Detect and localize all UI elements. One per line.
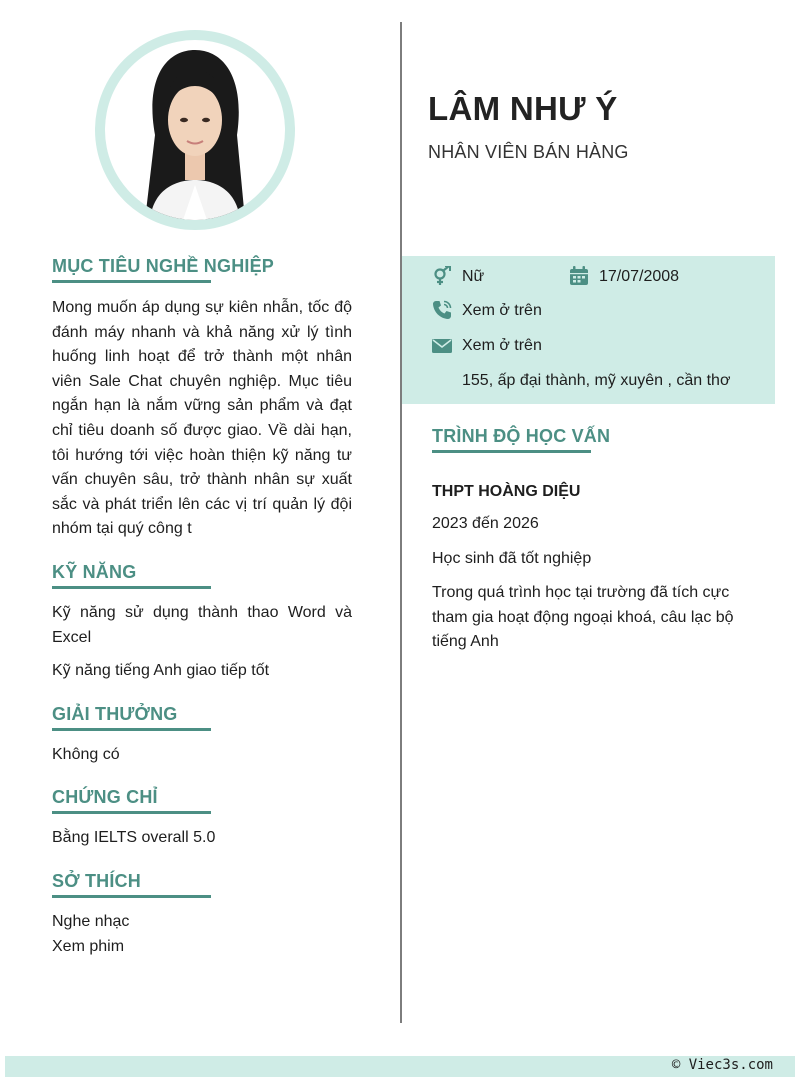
phone-value: Xem ở trên xyxy=(462,302,542,319)
objective-title: MỤC TIÊU NGHỀ NGHIỆP xyxy=(52,256,211,283)
footer-credit: © Viec3s.com xyxy=(671,1057,773,1073)
email-icon xyxy=(432,336,452,356)
education-status: Học sinh đã tốt nghiệp xyxy=(432,549,592,567)
certificates-title: CHỨNG CHỈ xyxy=(52,787,211,814)
skills-section xyxy=(52,562,352,684)
awards-section xyxy=(52,704,352,768)
objective-text: Mong muốn áp dụng sự kiên nhẫn, tốc độ đánh máy nhanh và khả năng xử lý tình huống linh hoạt để trở thành một nhân viên Sale Chat chuyên nghiệp. Mục tiêu ngắn hạn là nắm vững sản phẩm và đạt chỉ tiêu doanh số được giao. Về dài hạn, tôi hướng tới việc hoàn thiện kỹ năng tư vấn chuyên sâu, trở thành nhân sự xuất sắc và phát triển lên các vị trí quản lý đội nhóm tại quý công t xyxy=(52,299,352,538)
certificates-text: Bằng IELTS overall 5.0 xyxy=(52,829,216,847)
skills-title: KỸ NĂNG xyxy=(52,562,211,589)
column-divider xyxy=(400,22,402,1023)
phone-icon xyxy=(432,300,452,320)
awards-text: Không có xyxy=(52,745,120,763)
school-name: THPT HOÀNG DIỆU xyxy=(432,483,581,500)
objective-section xyxy=(52,256,352,542)
certificates-section xyxy=(52,787,352,851)
hobby-item: Nghe nhạc xyxy=(52,912,130,930)
job-title: NHÂN VIÊN BÁN HÀNG xyxy=(428,142,629,162)
education-title: TRÌNH ĐỘ HỌC VẤN xyxy=(432,426,591,453)
skill-item: Kỹ năng tiếng Anh giao tiếp tốt xyxy=(52,662,270,680)
left-column xyxy=(52,256,352,959)
contact-panel xyxy=(402,256,775,404)
hobbies-section xyxy=(52,871,352,959)
portrait-photo xyxy=(105,40,285,220)
hobbies-title: SỞ THÍCH xyxy=(52,871,211,898)
education-period: 2023 đến 2026 xyxy=(432,515,539,532)
education-description: Trong quá trình học tại trường đã tích cực tham gia hoạt động ngoại khoá, câu lạc bộ tiếng Anh xyxy=(432,584,734,651)
calendar-icon xyxy=(569,266,589,286)
email-value: Xem ở trên xyxy=(462,337,542,354)
skill-item: Kỹ năng sử dụng thành thao Word và Excel xyxy=(52,603,352,646)
avatar xyxy=(95,30,295,230)
address-value: 155, ấp đại thành, mỹ xuyên , cần thơ xyxy=(462,372,731,389)
birthdate-value: 17/07/2008 xyxy=(599,268,680,285)
gender-value: Nữ xyxy=(462,268,485,285)
footer-bar xyxy=(5,1056,795,1077)
gender-icon xyxy=(432,266,452,286)
candidate-name: LÂM NHƯ Ý xyxy=(428,90,618,127)
education-section xyxy=(432,426,762,655)
awards-title: GIẢI THƯỞNG xyxy=(52,704,211,731)
hobby-item: Xem phim xyxy=(52,937,125,955)
